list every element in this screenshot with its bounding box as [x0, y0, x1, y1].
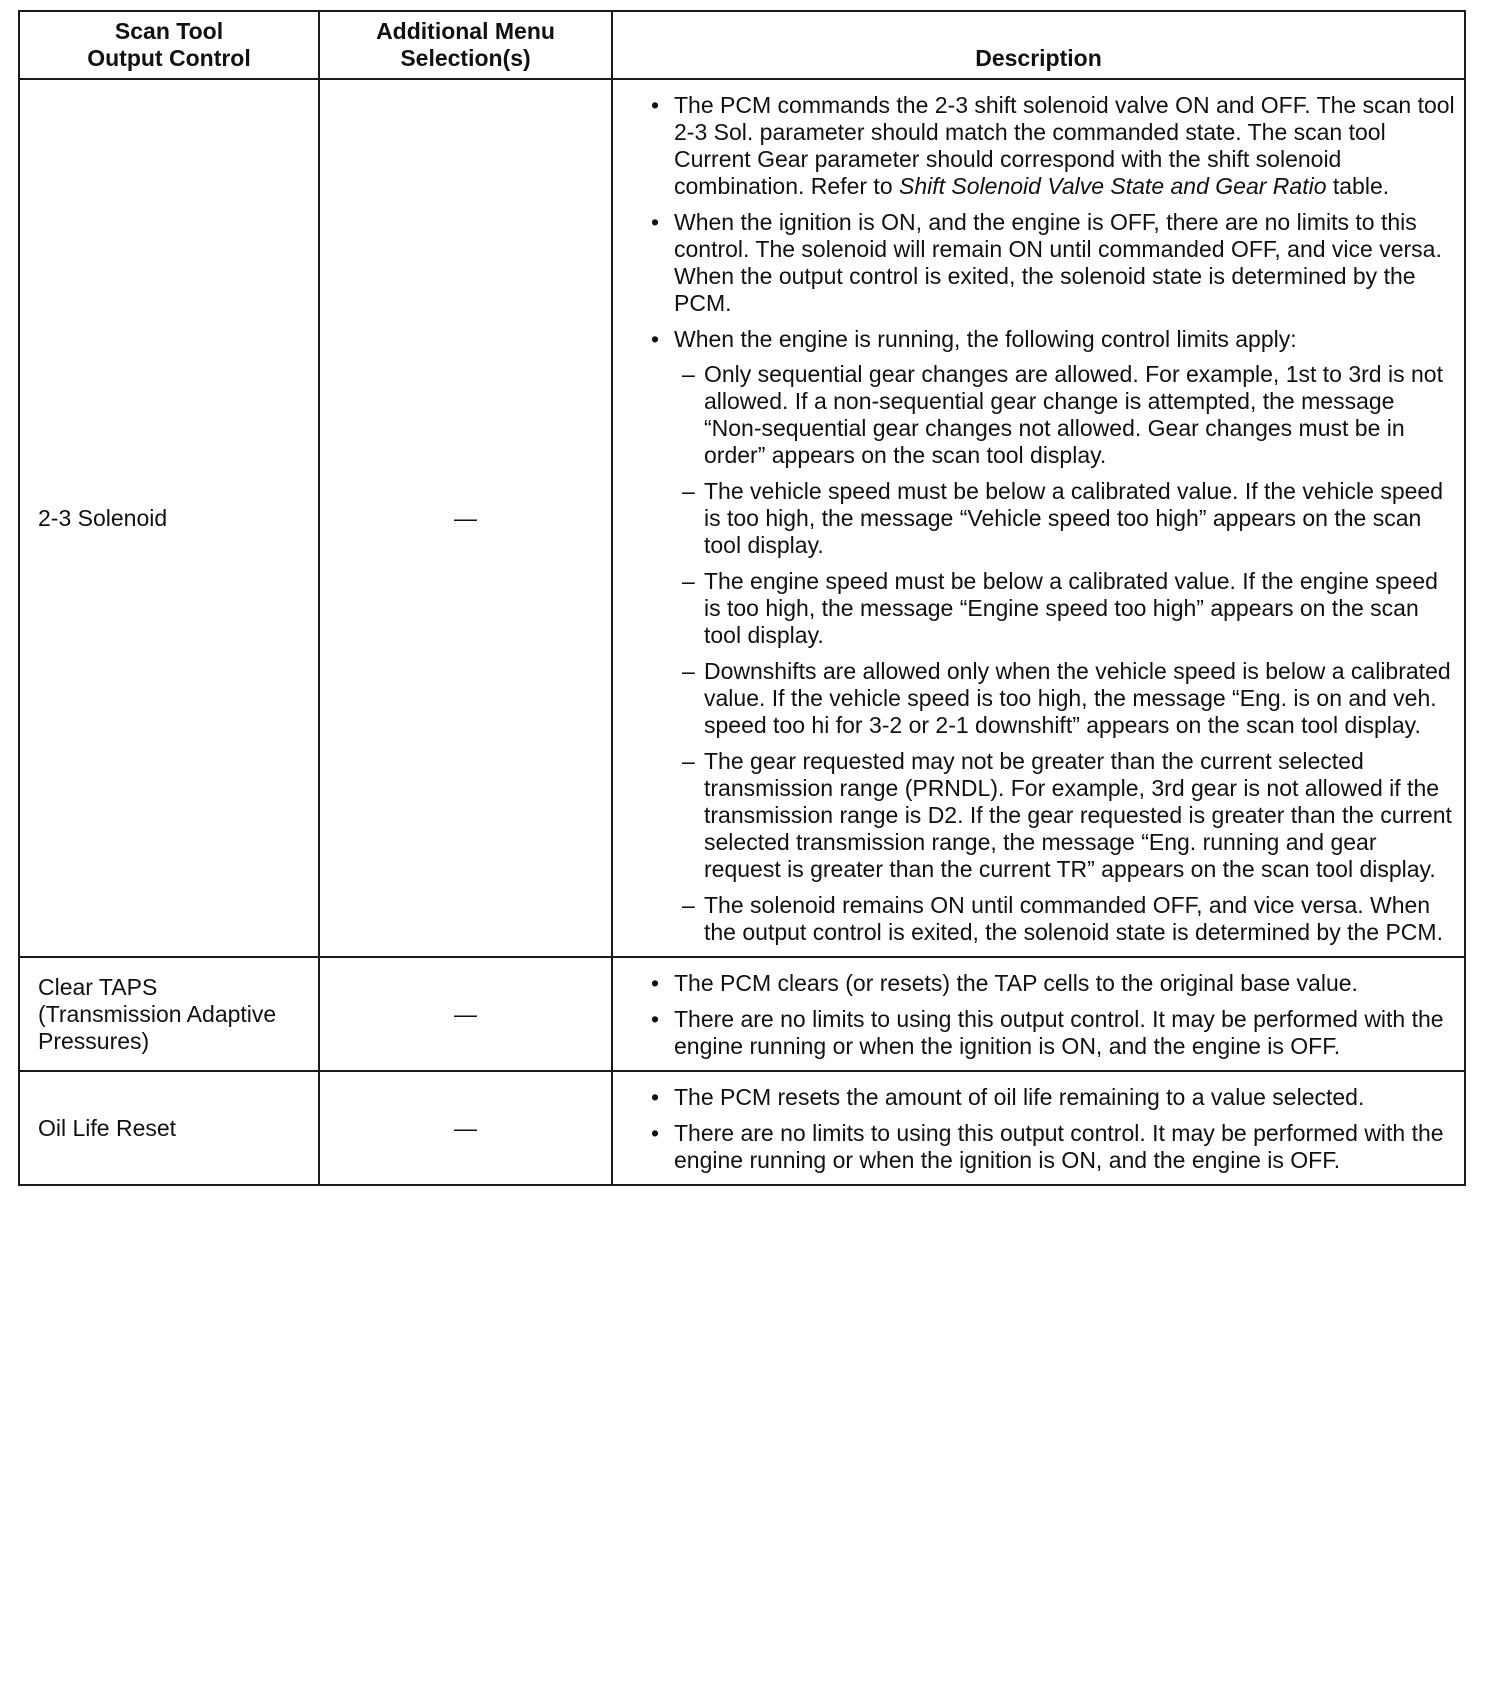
table-row-clear-taps — [19, 957, 1465, 1071]
description-bullet: • There are no limits to using this output control. It may be performed with the engine running or when the ignition is ON, and the engine is OFF. — [649, 1006, 1456, 1060]
control-limits-list — [674, 361, 1456, 946]
bullet-text-end: table. — [1326, 173, 1390, 199]
control-limit-item: – Only sequential gear changes are allowed. For example, 1st to 3rd is not allowed. If a non-sequential gear change is attempted, the message “Non-sequential gear changes not allowed. Gear changes must be in order” appears on the scan tool display. — [674, 361, 1456, 469]
description-bullet: • There are no limits to using this output control. It may be performed with the engine running or when the ignition is ON, and the engine is OFF. — [649, 1120, 1456, 1174]
menu-selection-value: — — [319, 957, 612, 1071]
description-cell — [612, 79, 1465, 957]
table-row-2-3-solenoid — [19, 79, 1465, 957]
output-control-name-line1: Clear TAPS — [38, 973, 158, 1000]
output-control-name-line2: (Transmission Adaptive Pressures) — [38, 1000, 277, 1054]
description-bullet — [649, 326, 1456, 946]
description-bullet: • When the ignition is ON, and the engine is OFF, there are no limits to this control. The solenoid will remain ON until commanded OFF, and vice versa. When the output control is exited, the solenoid state is determined by the PCM. — [649, 209, 1456, 317]
table-row-oil-life-reset — [19, 1071, 1465, 1185]
description-cell — [612, 1071, 1465, 1185]
header-scan-tool-output-control — [19, 11, 319, 79]
description-bullet — [649, 92, 1456, 200]
header-col2-line1: Additional Menu — [376, 18, 555, 44]
header-col1-line2: Output Control — [87, 45, 251, 71]
header-col3: Description — [975, 45, 1102, 71]
control-limit-item: – Downshifts are allowed only when the vehicle speed is below a calibrated value. If the vehicle speed is too high, the message “Eng. is on and veh. speed too hi for 3-2 or 2-1 downshift” appears on the scan tool display. — [674, 658, 1456, 739]
bullet-text: The PCM commands the 2-3 shift solenoid valve ON and OFF. The scan tool 2-3 Sol. parameter should match the commanded state. The scan tool Current Gear parameter should correspond with the shift solenoid combination. Refer to — [674, 92, 1455, 199]
control-limit-item: – The solenoid remains ON until commanded OFF, and vice versa. When the output control is exited, the solenoid state is determined by the PCM. — [674, 892, 1456, 946]
control-limit-item: – The engine speed must be below a calibrated value. If the engine speed is too high, the message “Engine speed too high” appears on the scan tool display. — [674, 568, 1456, 649]
output-control-table — [18, 10, 1466, 1186]
description-bullet: • The PCM clears (or resets) the TAP cells to the original base value. — [649, 970, 1456, 997]
table-header-row — [19, 11, 1465, 79]
control-limit-item: – The gear requested may not be greater than the current selected transmission range (PRNDL). For example, 3rd gear is not allowed if the transmission range is D2. If the gear requested is greater than the current selected transmission range, the message “Eng. running and gear request is greater than the current TR” appears on the scan tool display. — [674, 748, 1456, 883]
control-limit-item: – The vehicle speed must be below a calibrated value. If the vehicle speed is too high, the message “Vehicle speed too high” appears on the scan tool display. — [674, 478, 1456, 559]
menu-selection-value: — — [319, 1071, 612, 1185]
output-control-name: 2-3 Solenoid — [19, 79, 319, 957]
header-col1-line1: Scan Tool — [114, 18, 224, 44]
header-col2-line2: Selection(s) — [400, 45, 531, 71]
header-additional-menu-selections — [319, 11, 612, 79]
description-cell — [612, 957, 1465, 1071]
output-control-name — [19, 957, 319, 1071]
header-description — [612, 11, 1465, 79]
table-reference: Shift Solenoid Valve State and Gear Ratio — [899, 173, 1327, 199]
output-control-name: Oil Life Reset — [19, 1071, 319, 1185]
description-bullet: • The PCM resets the amount of oil life remaining to a value selected. — [649, 1084, 1456, 1111]
bullet-text: When the engine is running, the following control limits apply: — [674, 326, 1297, 352]
menu-selection-value: — — [319, 79, 612, 957]
